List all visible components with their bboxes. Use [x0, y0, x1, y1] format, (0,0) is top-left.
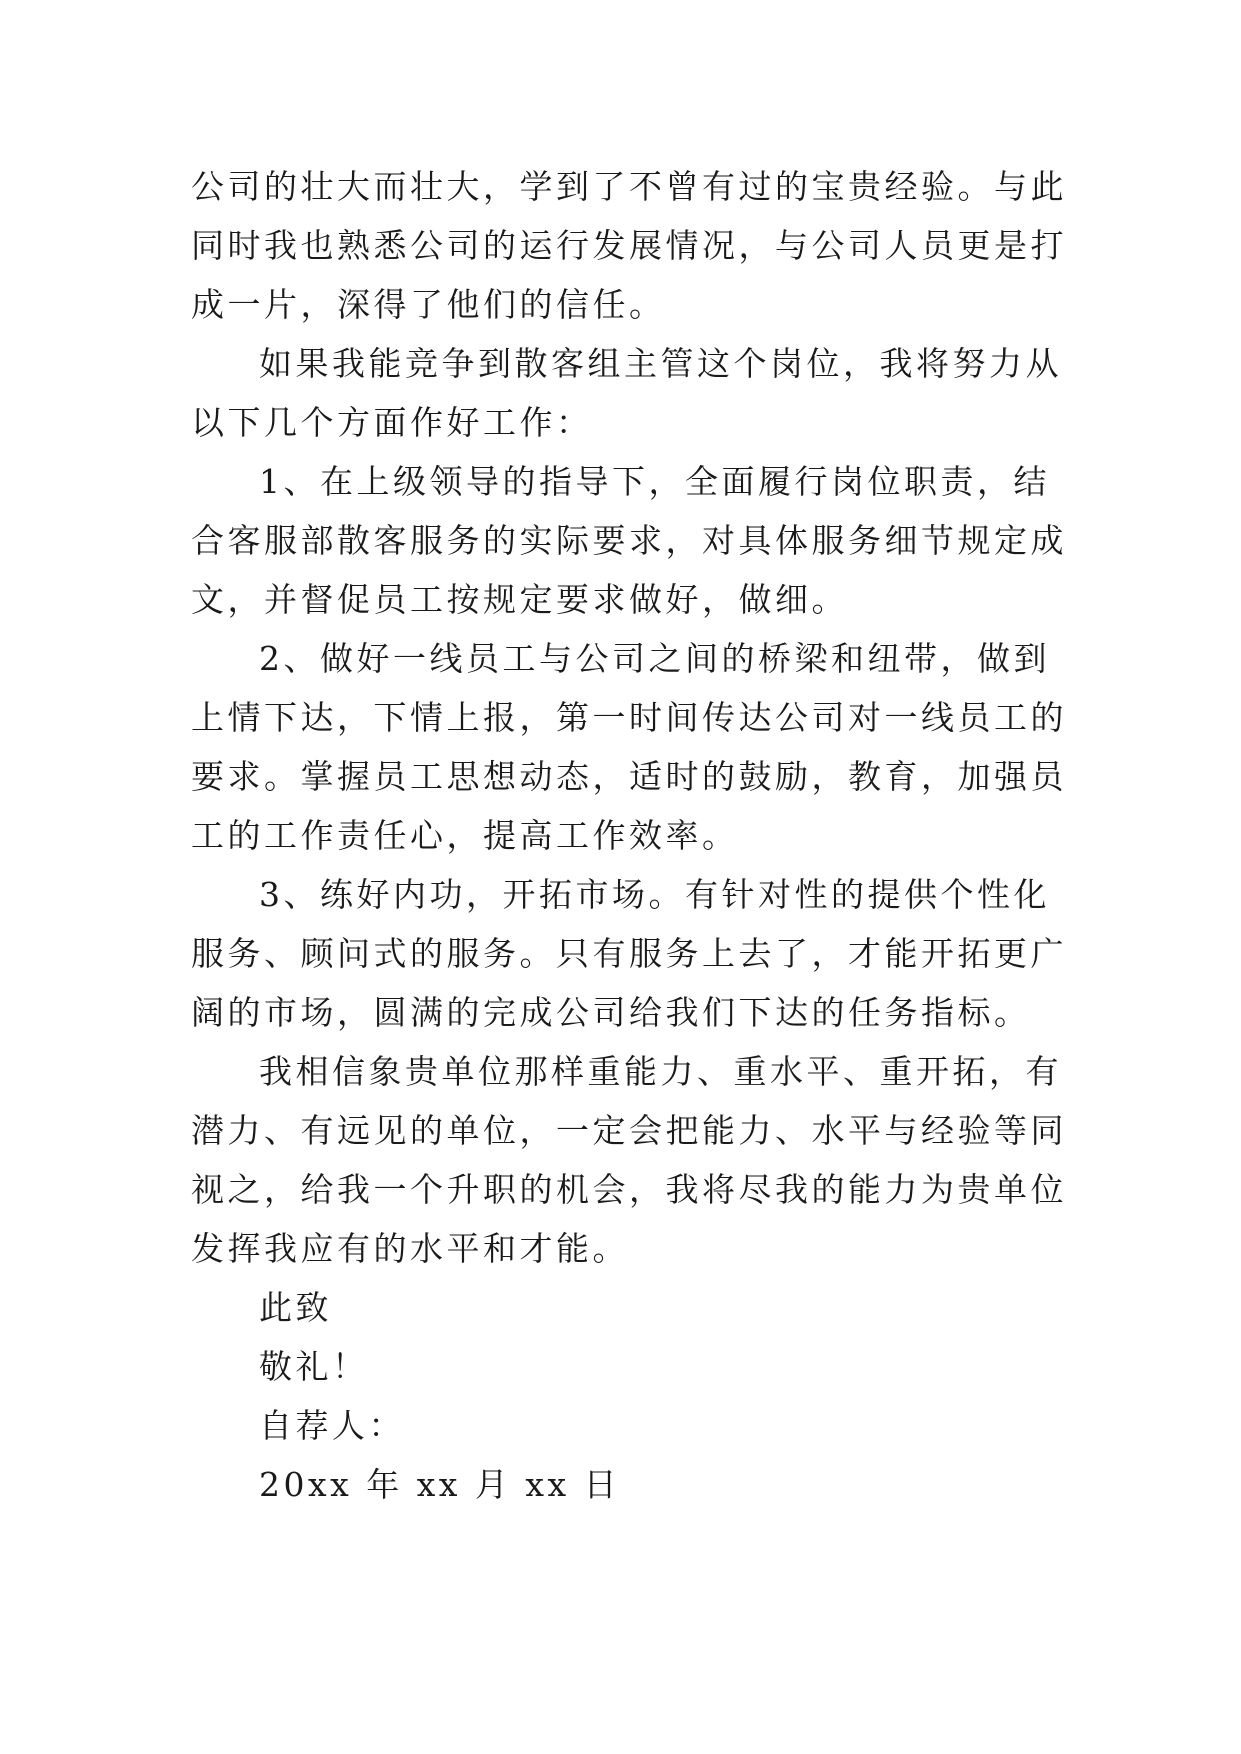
paragraph-point-3: 3、练好内功，开拓市场。有针对性的提供个性化服务、顾问式的服务。只有服务上去了，才能开拓更广阔的市场，圆满的完成公司给我们下达的任务指标。 [191, 875, 1067, 1032]
paragraph-point-2: 2、做好一线员工与公司之间的桥梁和纽带，做到上情下达，下情上报，第一时间传达公司对一线员工的要求。掌握员工思想动态，适时的鼓励，教育，加强员工的工作责任心，提高工作效率。 [191, 639, 1067, 855]
paragraph-conclusion: 我相信象贵单位那样重能力、重水平、重开拓，有潜力、有远见的单位，一定会把能力、水平与经验等同视之，给我一个升职的机会，我将尽我的能力为贵单位发挥我应有的水平和才能。 [191, 1052, 1067, 1268]
paragraph-intent: 如果我能竞争到散客组主管这个岗位，我将努力从以下几个方面作好工作： [191, 344, 1062, 442]
closing-salutation-1: 此致 [259, 1288, 332, 1327]
letter-date: 20xx 年 xx 月 xx 日 [259, 1465, 621, 1504]
closing-salutation-2: 敬礼！ [259, 1347, 369, 1386]
paragraph-continuation: 公司的壮大而壮大，学到了不曾有过的宝贵经验。与此同时我也熟悉公司的运行发展情况，与公司人员更是打成一片，深得了他们的信任。 [191, 167, 1067, 324]
letter-body [191, 157, 1071, 1514]
signer-label: 自荐人： [259, 1406, 405, 1445]
paragraph-point-1: 1、在上级领导的指导下，全面履行岗位职责，结合客服部散客服务的实际要求，对具体服务细节规定成文，并督促员工按规定要求做好，做细。 [191, 462, 1067, 619]
